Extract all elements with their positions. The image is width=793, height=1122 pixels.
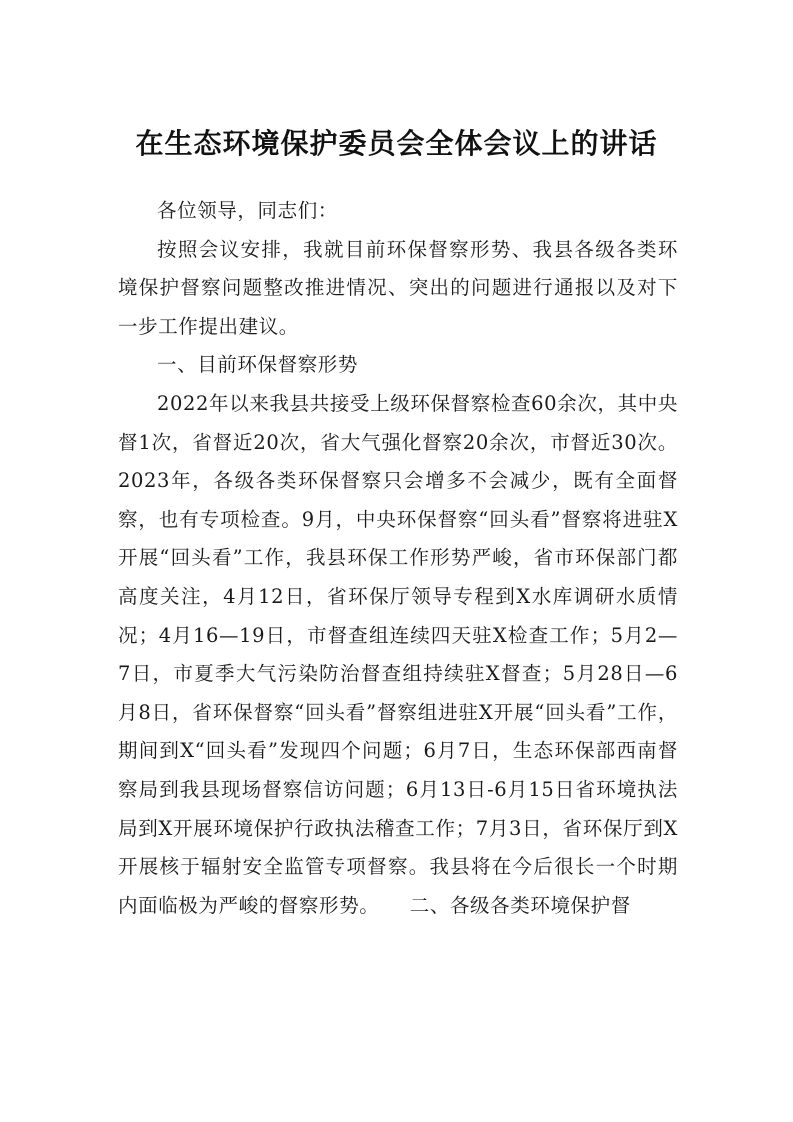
salutation-paragraph: 各位领导，同志们： bbox=[157, 199, 338, 222]
document-title: 在生态环境保护委员会全体会议上的讲话 bbox=[135, 127, 658, 160]
section-heading: 一、目前环保督察形势 bbox=[157, 353, 359, 377]
body-paragraph: 2022年以来我县共接受上级环保督察检查60余次，其中央督1次，省督近20次，省大气强化督察20余次，市督近30次。2023年，各级各类环保督察只会增多不会减少，既有全面督察，也有专项检查。9月，中央环保督察“回头看”督察将进驻X开展“回头看”工作，我县环保工作形势严峻，省市环保部门都高度关注，4月12日，省环保厅领导专程到X水库调研水质情况；4月16—19日，市督查组连续四天驻X检查工作；5月2—7日，市夏季大气污染防治督查组持续驻X督查；5月28日—6月8日，省环保督察“回头看”督察组进驻X开展“回头看”工作，期间到X“回头看”发现四个问题；6月7日，生态环保部西南督察局到我县现场督察信访问题；6月13日-6月15日省环境执法局到X开展环境保护行政执法稽查工作；7月3日，省环保厅到X开展核于辐射安全监管专项督察。我县将在今后很长一个时期内面临极为严峻的督察形势。 二、各级各类环境保护督 bbox=[118, 391, 678, 917]
document-body bbox=[118, 192, 678, 925]
intro-paragraph: 按照会议安排，我就目前环保督察形势、我县各级各类环境保护督察问题整改推进情况、突出的问题进行通报以及对下一步工作提出建议。 bbox=[118, 237, 678, 338]
